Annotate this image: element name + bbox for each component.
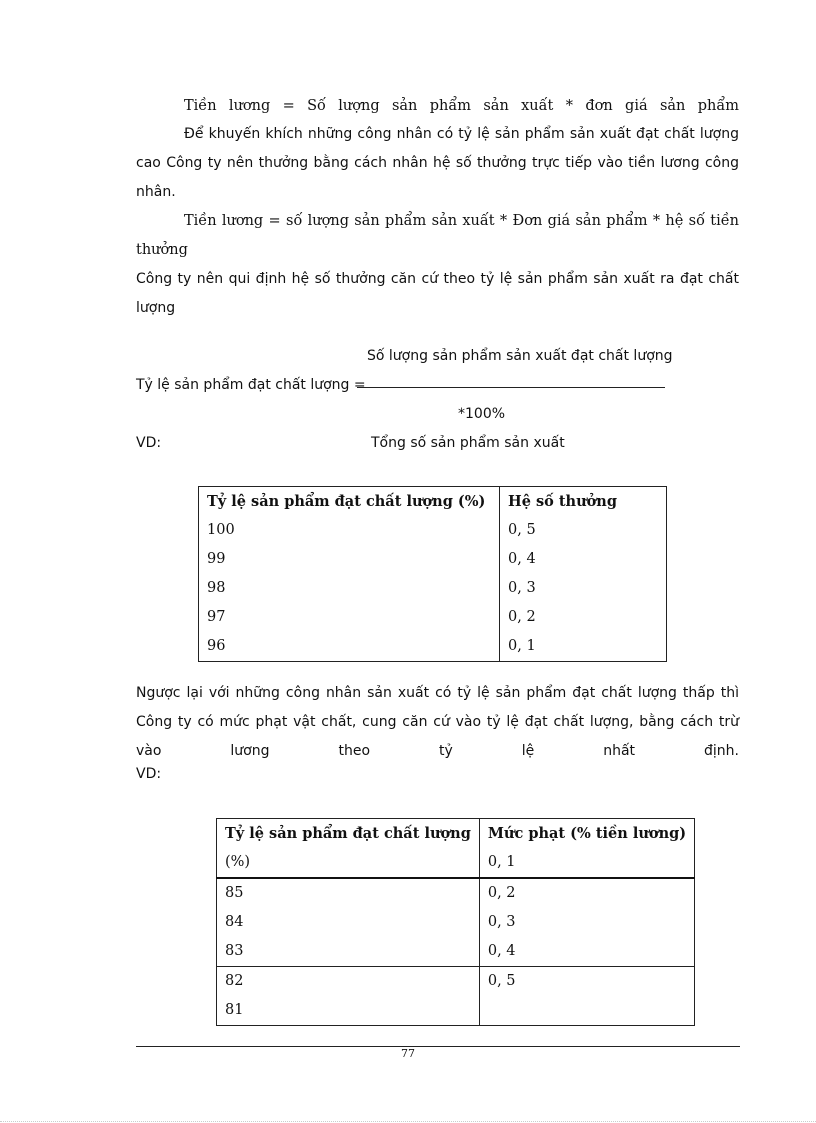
page-number: 77 bbox=[401, 1047, 415, 1060]
table-cell-text: 0, 2 bbox=[508, 609, 536, 625]
fraction-bar bbox=[357, 387, 665, 388]
table-cell-text: 100 bbox=[207, 522, 235, 538]
table-cell-text: 0, 5 bbox=[508, 522, 536, 538]
table-cell-text: 0, 1 bbox=[508, 638, 536, 654]
table-cell-text: 98 bbox=[207, 580, 226, 596]
column-header-penalty: Mức phạt (% tiền lương) bbox=[487, 825, 687, 842]
column-header-rate: Tỷ lệ sản phẩm đạt chất lượng (%) bbox=[207, 493, 486, 510]
table-cell bbox=[479, 819, 694, 879]
fraction-denominator: Tổng số sản phẩm sản xuất bbox=[371, 435, 565, 451]
table-cell bbox=[217, 878, 480, 967]
table-cell-text: 96 bbox=[207, 638, 226, 654]
table-cell bbox=[199, 487, 500, 662]
table-cell-text bbox=[488, 996, 686, 1025]
table-row bbox=[217, 819, 695, 879]
fraction-numerator: Số lượng sản phẩm sản xuất đạt chất lượng bbox=[367, 348, 673, 364]
penalty-table bbox=[216, 818, 695, 1026]
table-row bbox=[217, 967, 695, 1026]
example-label-2: VD: bbox=[136, 766, 162, 782]
formula-line-1: Tiền lương = Số lượng sản phẩm sản xuất * đơn giá sản phẩm bbox=[184, 98, 739, 114]
table-cell bbox=[217, 819, 480, 879]
table-cell-text: 81 bbox=[225, 1002, 244, 1018]
table-cell-text: 0, 3 bbox=[508, 580, 536, 596]
table-cell-text: 0, 5 bbox=[487, 973, 516, 989]
column-header-coefficient: Hệ số thưởng bbox=[508, 493, 617, 510]
column-header-rate: Tỷ lệ sản phẩm đạt chất lượng bbox=[225, 825, 471, 842]
table-row bbox=[199, 487, 667, 662]
table-cell-text: 83 bbox=[225, 943, 244, 959]
table-cell-text: 85 bbox=[225, 885, 244, 901]
fraction-multiplier: *100% bbox=[458, 406, 506, 422]
table-cell-text: 0, 3 bbox=[487, 914, 516, 930]
example-label-1: VD: bbox=[136, 435, 162, 451]
paragraph-bonus-rule: Công ty nên qui định hệ số thưởng căn cứ theo tỷ lệ sản phẩm sản xuất ra đạt chất lượng bbox=[136, 271, 739, 316]
table-cell-text: 97 bbox=[207, 609, 226, 625]
paragraph-penalty: Ngược lại với những công nhân sản xuất có tỷ lệ sản phẩm đạt chất lượng thấp thì Công ty có mức phạt vật chất, cung căn cứ vào tỷ lệ đạt chất lượng, bằng cách trừ vào lương theo tỷ lệ nhất định. bbox=[136, 685, 739, 759]
formula-line-2: Tiền lương = số lượng sản phẩm sản xuất * Đơn giá sản phẩm * hệ số tiền thưởng bbox=[136, 213, 739, 258]
fraction-label: Tỷ lệ sản phẩm đạt chất lượng = bbox=[136, 377, 366, 393]
table-cell-text: 84 bbox=[225, 914, 244, 930]
table-row bbox=[217, 878, 695, 967]
table-cell-text: 0, 2 bbox=[487, 885, 516, 901]
table-cell bbox=[479, 878, 694, 967]
page-bottom-edge bbox=[0, 1121, 816, 1122]
table-cell bbox=[217, 967, 480, 1026]
table-cell bbox=[479, 967, 694, 1026]
paragraph-bonus-intro: Để khuyến khích những công nhân có tỷ lệ sản phẩm sản xuất đạt chất lượng cao Công ty nên thưởng bằng cách nhân hệ số thưởng trực tiếp vào tiền lương công nhân. bbox=[136, 126, 739, 200]
table-cell-text: 0, 1 bbox=[487, 854, 516, 870]
table-cell-text: 0, 4 bbox=[508, 551, 536, 567]
table-cell-text: 0, 4 bbox=[487, 943, 516, 959]
bonus-table bbox=[198, 486, 667, 662]
column-header-unit: (%) bbox=[225, 854, 251, 870]
table-cell-text: 99 bbox=[207, 551, 226, 567]
table-cell bbox=[500, 487, 667, 662]
table-cell-text: 82 bbox=[225, 973, 244, 989]
